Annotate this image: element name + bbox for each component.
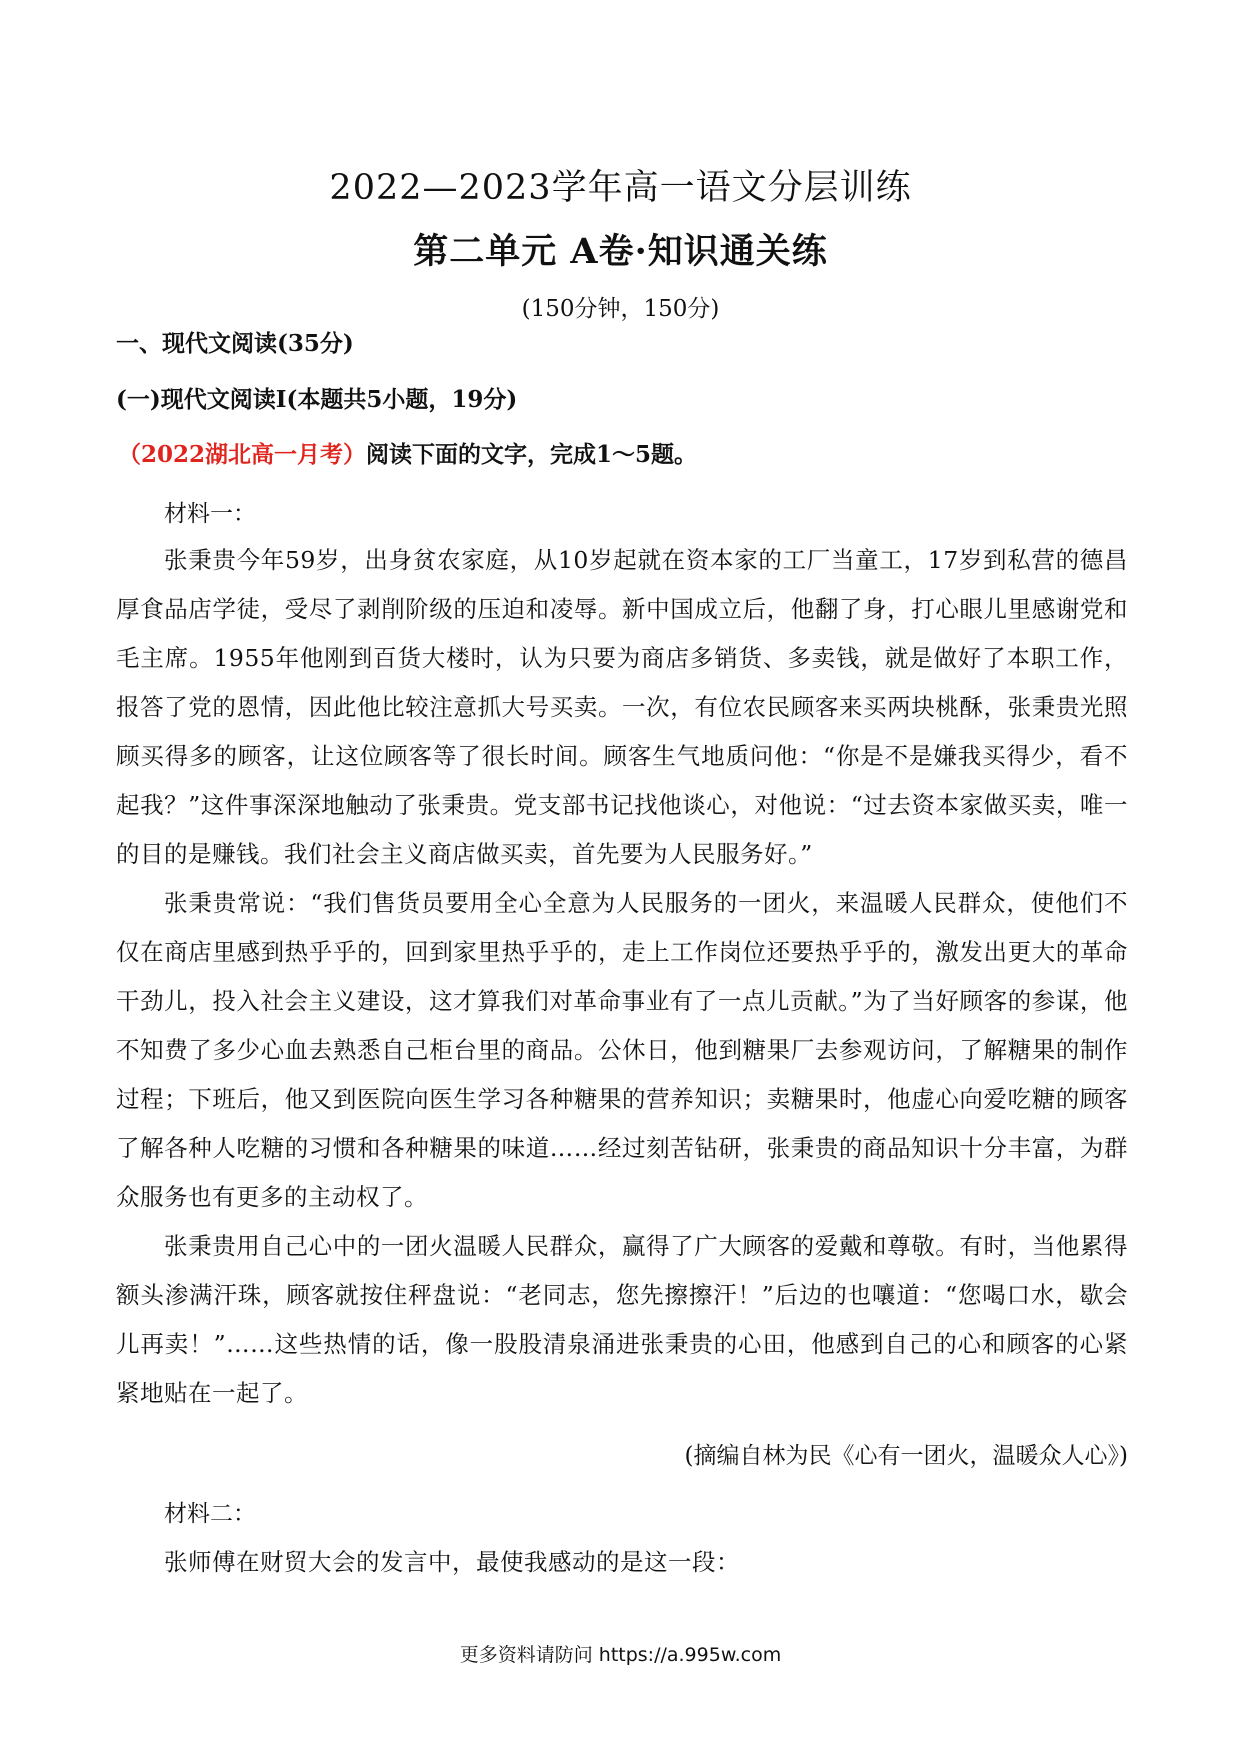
material-one-paragraph: 张秉贵用自己心中的一团火温暖人民群众，赢得了广大顾客的爱戴和尊敬。有时，当他累得额头渗满汗珠，顾客就按住秤盘说：“老同志，您先擦擦汗！”后边的也嚷道：“您喝口水，歇会儿再卖！”……这些热情的话，像一股股清泉涌进张秉贵的心田，他感到自己的心和顾客的心紧紧地贴在一起了。 (116, 1232, 1128, 1407)
material-two-body (116, 1538, 1128, 1587)
material-one-label: 材料一： (164, 501, 256, 527)
question-instruction: 阅读下面的文字，完成1～5题。 (366, 441, 698, 468)
section-heading: 一、现代文阅读(35分) (116, 330, 354, 357)
material-two-label: 材料二： (164, 1501, 256, 1527)
exam-timing: (150分钟，150分) (521, 296, 720, 322)
section-sub-heading: (一)现代文阅读Ⅰ(本题共5小题，19分) (116, 386, 518, 413)
question-source: （2022湖北高一月考） (118, 441, 367, 468)
material-one-paragraph: 张秉贵常说：“我们售货员要用全心全意为人民服务的一团火，来温暖人民群众，使他们不仅在商店里感到热乎乎的，回到家里热乎乎的，走上工作岗位还要热乎乎的，激发出更大的革命干劲儿，投入社会主义建设，这才算我们对革命事业有了一点儿贡献。”为了当好顾客的参谋，他不知费了多少心血去熟悉自己柜台里的商品。公休日，他到糖果厂去参观访问，了解糖果的制作过程；下班后，他又到医院向医生学习各种糖果的营养知识；卖糖果时，他虚心向爱吃糖的顾客了解各种人吃糖的习惯和各种糖果的味道……经过刻苦钻研，张秉贵的商品知识十分丰富，为群众服务也有更多的主动权了。 (116, 889, 1128, 1211)
material-two-paragraph: 张师傅在财贸大会的发言中，最使我感动的是这一段： (164, 1548, 740, 1576)
page-footer: 更多资料请防问 https://a.995w.com (459, 1644, 782, 1666)
document-title: 2022—2023学年高一语文分层训练 (329, 168, 912, 208)
question-instruction-line (118, 436, 697, 469)
material-one-body (116, 536, 1128, 1418)
material-one-attribution: (摘编自林为民《心有一团火，温暖众人心》) (684, 1443, 1128, 1469)
document-subtitle: 第二单元 A卷·知识通关练 (413, 231, 828, 272)
material-one-paragraph: 张秉贵今年59岁，出身贫农家庭，从10岁起就在资本家的工厂当童工，17岁到私营的德昌厚食品店学徒，受尽了剥削阶级的压迫和凌辱。新中国成立后，他翻了身，打心眼儿里感谢党和毛主席。1955年他刚到百货大楼时，认为只要为商店多销货、多卖钱，就是做好了本职工作，报答了党的恩情，因此他比较注意抓大号买卖。一次，有位农民顾客来买两块桃酥，张秉贵光照顾买得多的顾客，让这位顾客等了很长时间。顾客生气地质问他：“你是不是嫌我买得少，看不起我？”这件事深深地触动了张秉贵。党支部书记找他谈心，对他说：“过去资本家做买卖，唯一的目的是赚钱。我们社会主义商店做买卖，首先要为人民服务好。” (116, 546, 1128, 868)
